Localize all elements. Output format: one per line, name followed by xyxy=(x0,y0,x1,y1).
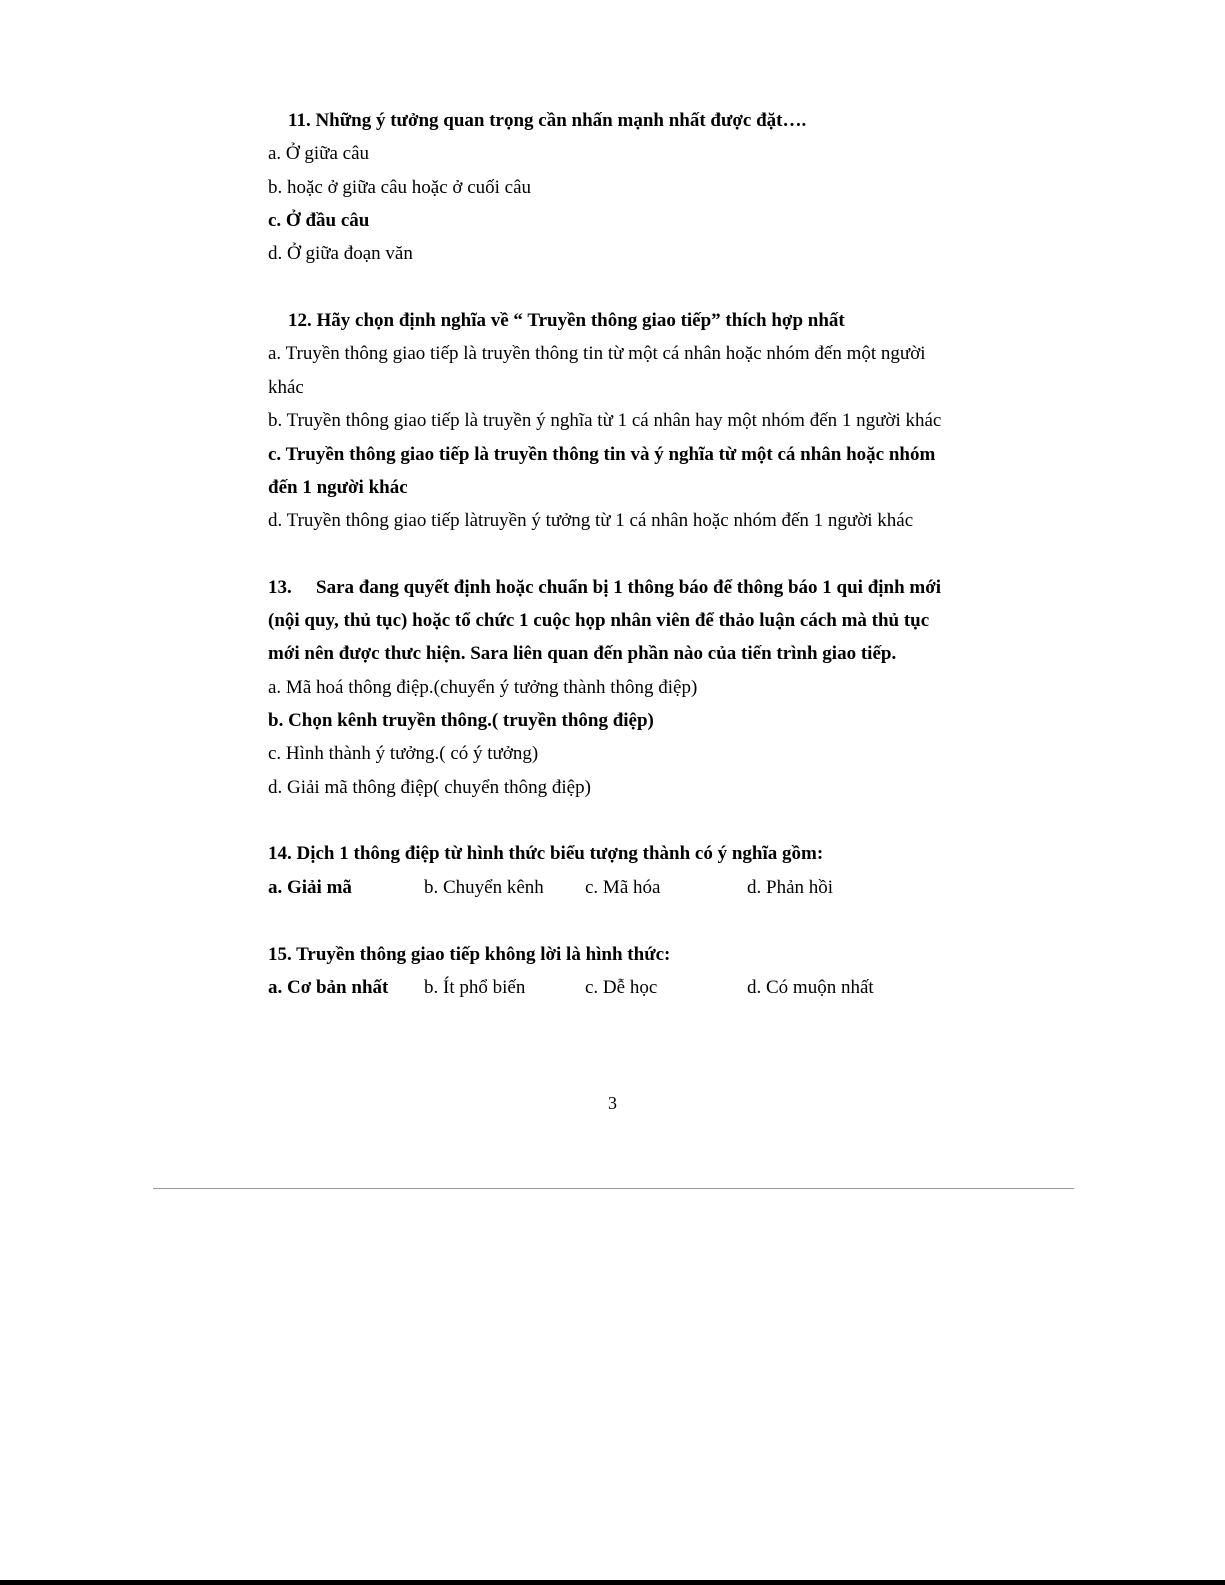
question-12-option-c: c. Truyền thông giao tiếp là truyền thông tin và ý nghĩa từ một cá nhân hoặc nhóm xyxy=(268,444,936,465)
question-14-text: 14. Dịch 1 thông điệp từ hình thức biểu tượng thành có ý nghĩa gồm: xyxy=(268,843,824,864)
question-15-option-b: b. Ít phổ biến xyxy=(424,977,526,998)
question-13-option-c: c. Hình thành ý tưởng.( có ý tưởng) xyxy=(268,743,539,764)
question-12-option-b: b. Truyền thông giao tiếp là truyền ý nghĩa từ 1 cá nhân hay một nhóm đến 1 người khác xyxy=(268,410,942,431)
question-14-option-b: b. Chuyển kênh xyxy=(424,877,544,898)
question-12-option-c-cont: đến 1 người khác xyxy=(268,477,408,498)
question-11-option-c: c. Ở đầu câu xyxy=(268,210,370,231)
bottom-edge-bar xyxy=(0,1580,1225,1585)
question-11-option-a: a. Ở giữa câu xyxy=(268,143,370,164)
question-14-option-d: d. Phản hồi xyxy=(747,877,834,898)
question-12-text: 12. Hãy chọn định nghĩa về “ Truyền thông giao tiếp” thích hợp nhất xyxy=(288,310,845,331)
question-13-text-line1: Sara đang quyết định hoặc chuẩn bị 1 thông báo để thông báo 1 qui định mới xyxy=(316,577,942,598)
question-11-option-d: d. Ở giữa đoạn văn xyxy=(268,243,413,264)
page-divider xyxy=(153,1188,1074,1189)
question-15-text: 15. Truyền thông giao tiếp không lời là hình thức: xyxy=(268,944,671,965)
question-13-text-line2: (nội quy, thủ tục) hoặc tổ chức 1 cuộc họp nhân viên để thảo luận cách mà thủ tục xyxy=(268,610,930,631)
question-14-option-c: c. Mã hóa xyxy=(585,877,661,898)
question-12-option-d: d. Truyền thông giao tiếp làtruyền ý tưởng từ 1 cá nhân hoặc nhóm đến 1 người khác xyxy=(268,510,914,531)
question-13-option-a: a. Mã hoá thông điệp.(chuyển ý tưởng thành thông điệp) xyxy=(268,677,698,698)
question-13-number: 13. xyxy=(268,577,292,598)
question-13-text-line3: mới nên được thưc hiện. Sara liên quan đến phần nào của tiến trình giao tiếp. xyxy=(268,643,897,664)
question-14-option-a: a. Giải mã xyxy=(268,877,352,898)
question-11-text: 11. Những ý tưởng quan trọng cần nhấn mạnh nhất được đặt…. xyxy=(288,110,807,131)
question-12-option-a: a. Truyền thông giao tiếp là truyền thông tin từ một cá nhân hoặc nhóm đến một người xyxy=(268,343,926,364)
question-13-option-b: b. Chọn kênh truyền thông.( truyền thông điệp) xyxy=(268,710,654,731)
question-15-option-a: a. Cơ bản nhất xyxy=(268,977,389,998)
question-15-option-d: d. Có muộn nhất xyxy=(747,977,874,998)
question-12-option-a-cont: khác xyxy=(268,377,304,398)
question-11-option-b: b. hoặc ở giữa câu hoặc ở cuối câu xyxy=(268,177,532,198)
page-number: 3 xyxy=(608,1093,617,1113)
question-15-option-c: c. Dễ học xyxy=(585,977,658,998)
question-13-option-d: d. Giải mã thông điệp( chuyển thông điệp) xyxy=(268,777,591,798)
